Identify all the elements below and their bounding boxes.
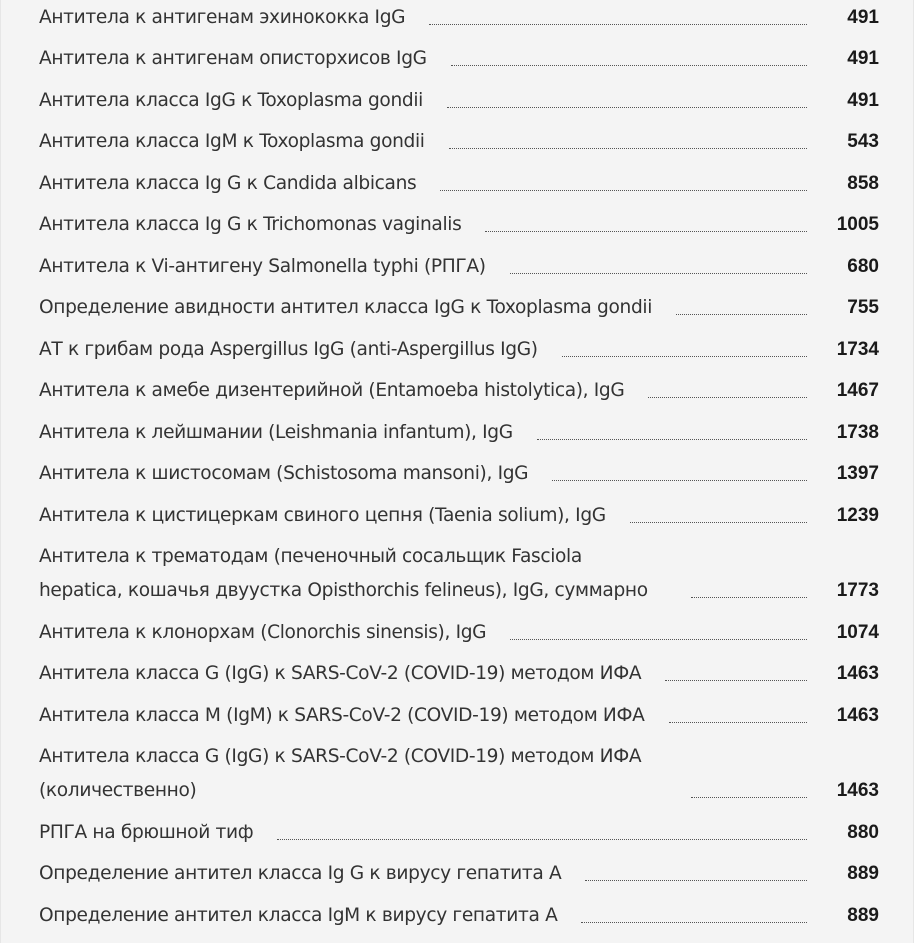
service-name: Определение антител класса IgM к вирусу гепатита А [39,904,558,926]
service-name: АТ к грибам рода Aspergillus IgG (anti-Aspergillus IgG) [39,338,538,360]
service-name: Определение авидности антител класса IgG к Toxoplasma gondii [39,297,653,318]
dotted-leader [665,680,807,681]
service-price: 491 [847,6,879,28]
price-row [39,457,879,499]
dotted-leader [510,639,807,640]
price-row [39,415,879,457]
dotted-leader [585,880,807,881]
service-price: 1738 [836,421,879,443]
service-price: 680 [847,255,879,277]
dotted-leader [451,65,807,66]
service-price: 1239 [836,504,879,526]
service-name: Антитела к лейшмании (Leishmania infantum), IgG [39,421,513,443]
service-price: 1463 [836,780,879,801]
dotted-leader [537,439,807,440]
service-price: 755 [847,297,879,318]
service-price: 1734 [836,338,879,360]
price-row [39,125,879,167]
price-row [39,857,879,899]
dotted-leader [648,397,807,398]
price-row [39,815,879,857]
dotted-leader [691,797,807,798]
service-price: 1005 [836,214,879,235]
service-name: РПГА на брюшной тиф [39,821,254,843]
price-row [39,83,879,125]
dotted-leader [552,480,807,481]
dotted-leader [449,148,807,149]
service-name: Антитела к цистицеркам свиного цепня (Taenia solium), IgG [39,504,606,526]
service-name: Антитела к антигенам эхинококка IgG [39,6,406,28]
price-row [39,698,879,740]
price-row [39,249,879,291]
service-name: Антитела к амебе дизентерийной (Entamoeba histolytica), IgG [39,380,625,401]
service-price: 1463 [836,663,879,684]
service-name: Антитела к клонорхам (Clonorchis sinensis), IgG [39,621,487,643]
dotted-leader [581,922,807,923]
dotted-leader [277,839,807,840]
service-name: Антитела к антигенам описторхисов IgG [39,48,427,69]
price-row [39,166,879,208]
dotted-leader [676,314,807,315]
price-row [39,42,879,84]
service-name: Антитела класса Ig G к Candida albicans [39,172,417,194]
dotted-leader [440,190,807,191]
service-price: 491 [847,48,879,69]
dotted-leader [485,231,807,232]
dotted-leader [429,24,807,25]
service-name: Антитела класса Ig G к Trichomonas vaginalis [39,214,462,235]
price-row [39,374,879,416]
dotted-leader [510,273,807,274]
service-price: 1773 [836,580,879,601]
dotted-leader [562,356,807,357]
price-row [39,657,879,699]
service-price: 543 [847,131,879,152]
price-row [39,0,879,42]
price-row [39,498,879,540]
service-name: Антитела класса IgM к Toxoplasma gondii [39,131,425,152]
service-price: 1397 [836,463,879,484]
price-row [39,208,879,250]
dotted-leader [669,722,807,723]
service-price: 889 [847,904,879,926]
price-row [39,291,879,333]
price-row [39,540,879,616]
service-price: 491 [847,89,879,111]
service-name: Антитела к Vi-антигену Salmonella typhi (РПГА) [39,255,486,277]
service-name: Антитела к шистосомам (Schistosoma mansoni), IgG [39,463,529,484]
service-price: 880 [847,821,879,843]
dotted-leader [447,107,807,108]
service-price: 858 [847,172,879,194]
price-list [39,0,879,940]
service-name: Определение антител класса Ig G к вирусу гепатита А [39,863,562,884]
price-row [39,898,879,940]
service-name: Антитела к трематодам (печеночный сосальщик Fasciola hepatica, кошачья двуустка Opisthorchis felineus), IgG, суммарно [39,546,648,601]
dotted-leader [630,522,807,523]
service-name: Антитела класса G (IgG) к SARS-CoV-2 (COVID-19) методом ИФА [39,663,642,684]
service-price: 1463 [836,704,879,726]
service-price: 1467 [836,380,879,401]
dotted-leader [691,597,807,598]
service-price: 889 [847,863,879,884]
price-row [39,615,879,657]
service-name: Антитела класса M (IgM) к SARS-CoV-2 (COVID-19) методом ИФА [39,704,645,726]
price-row [39,740,879,816]
price-row [39,332,879,374]
service-name: Антитела класса IgG к Toxoplasma gondii [39,89,423,111]
service-price: 1074 [836,621,879,643]
service-name: Антитела класса G (IgG) к SARS-CoV-2 (COVID-19) методом ИФА (количественно) [39,746,642,801]
